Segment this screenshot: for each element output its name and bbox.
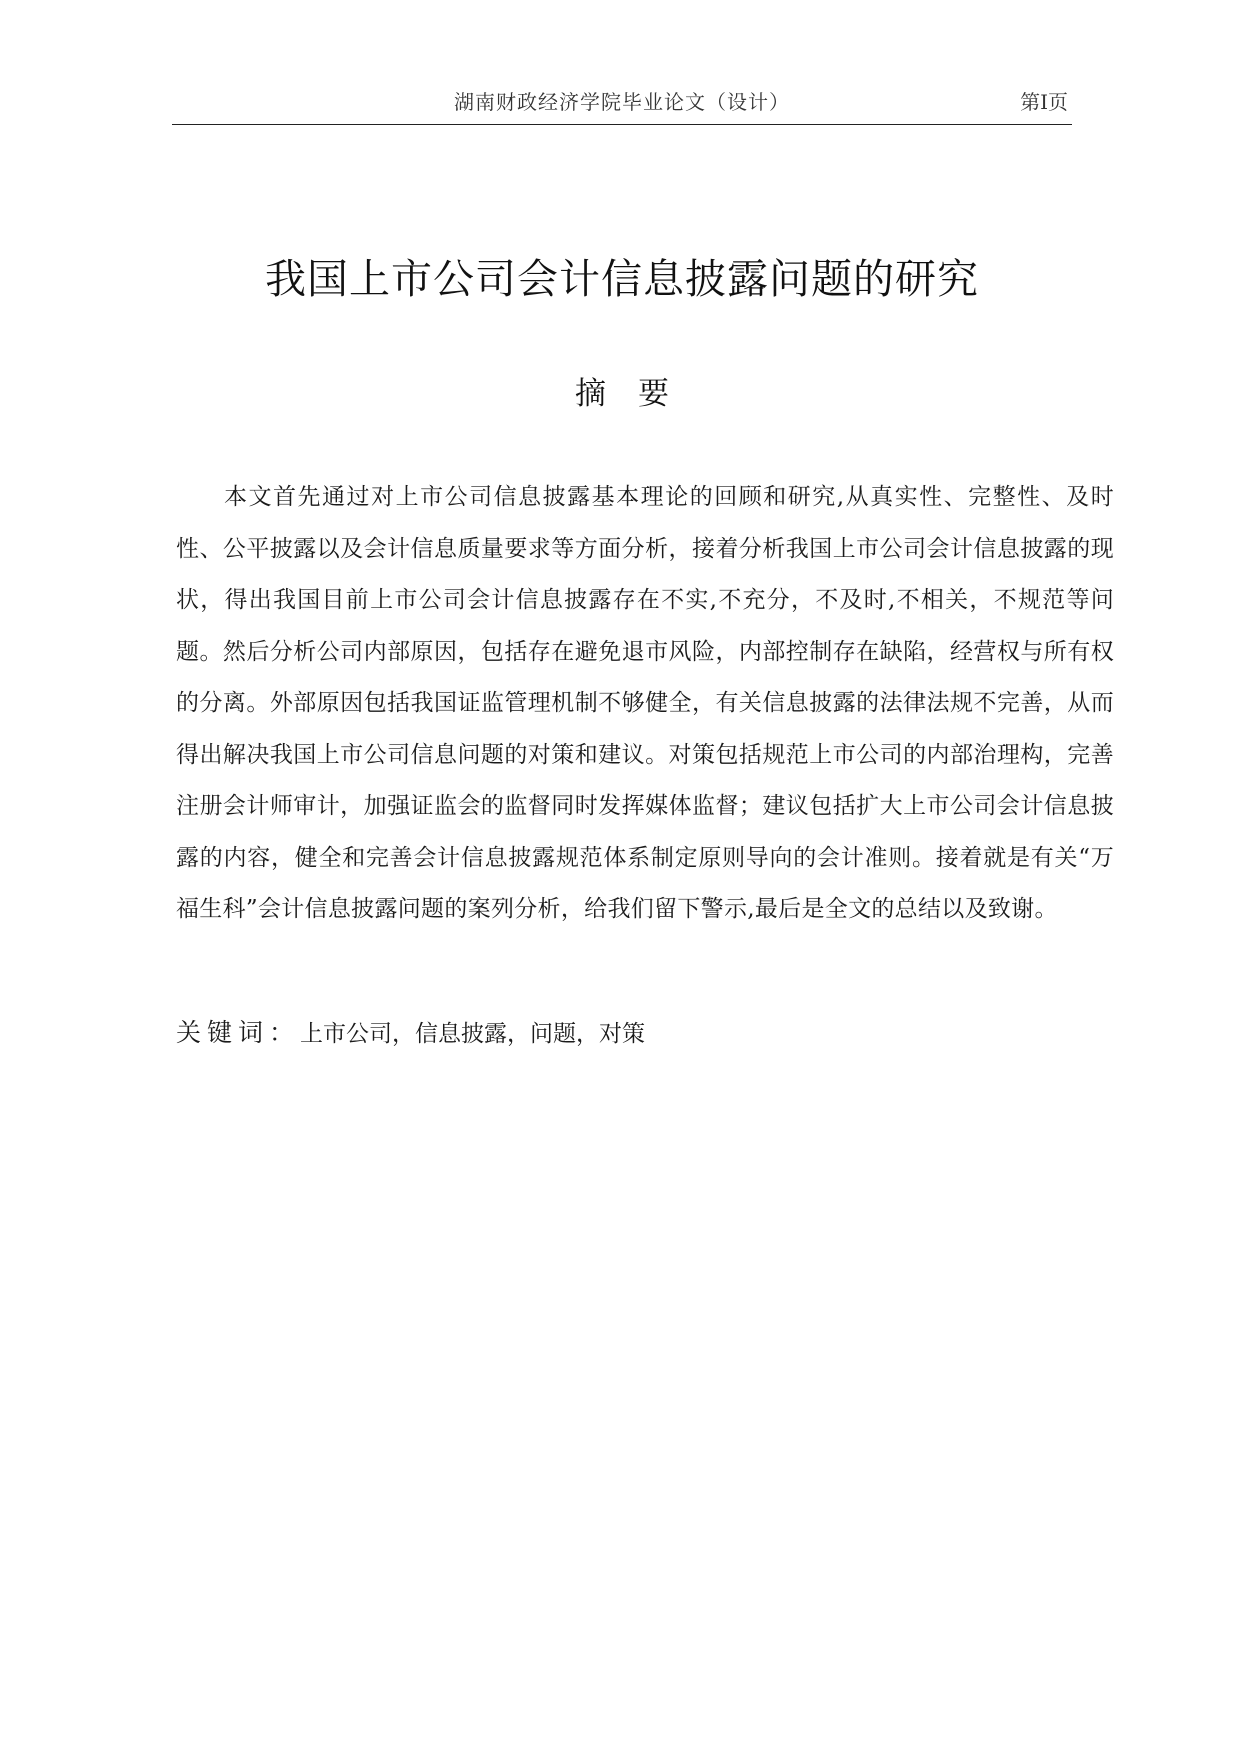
abstract-heading [172,368,1072,413]
page-header [172,84,1072,125]
abstract-body: 本文首先通过对上市公司信息披露基本理论的回顾和研究,从真实性、完整性、及时性、公平披露以及会计信息质量要求等方面分析，接着分析我国上市公司会计信息披露的现状，得出我国目前上市公司会计信息披露存在不实,不充分，不及时,不相关，不规范等问题。然后分析公司内部原因，包括存在避免退市风险，内部控制存在缺陷，经营权与所有权的分离。外部原因包括我国证监管理机制不够健全，有关信息披露的法律法规不完善，从而得出解决我国上市公司信息问题的对策和建议。对策包括规范上市公司的内部治理构，完善注册会计师审计，加强证监会的监督同时发挥媒体监督；建议包括扩大上市公司会计信息披露的内容，健全和完善会计信息披露规范体系制定原则导向的会计准则。接着就是有关“万福生科”会计信息披露问题的案列分析，给我们留下警示,最后是全文的总结以及致谢。 [176,484,1114,922]
abstract-heading-char-1: 摘 [575,376,606,412]
keywords-label: 关键词： [176,1018,301,1047]
keywords-line [176,1016,1076,1051]
header-title: 湖南财政经济学院毕业论文（设计） [454,90,790,114]
abstract-heading-char-2: 要 [638,376,669,412]
keywords-value: 上市公司，信息披露，问题，对策 [300,1021,646,1047]
document-title: 我国上市公司会计信息披露问题的研究 [265,255,979,303]
header-page-number: 第Ⅰ页 [1020,90,1068,114]
